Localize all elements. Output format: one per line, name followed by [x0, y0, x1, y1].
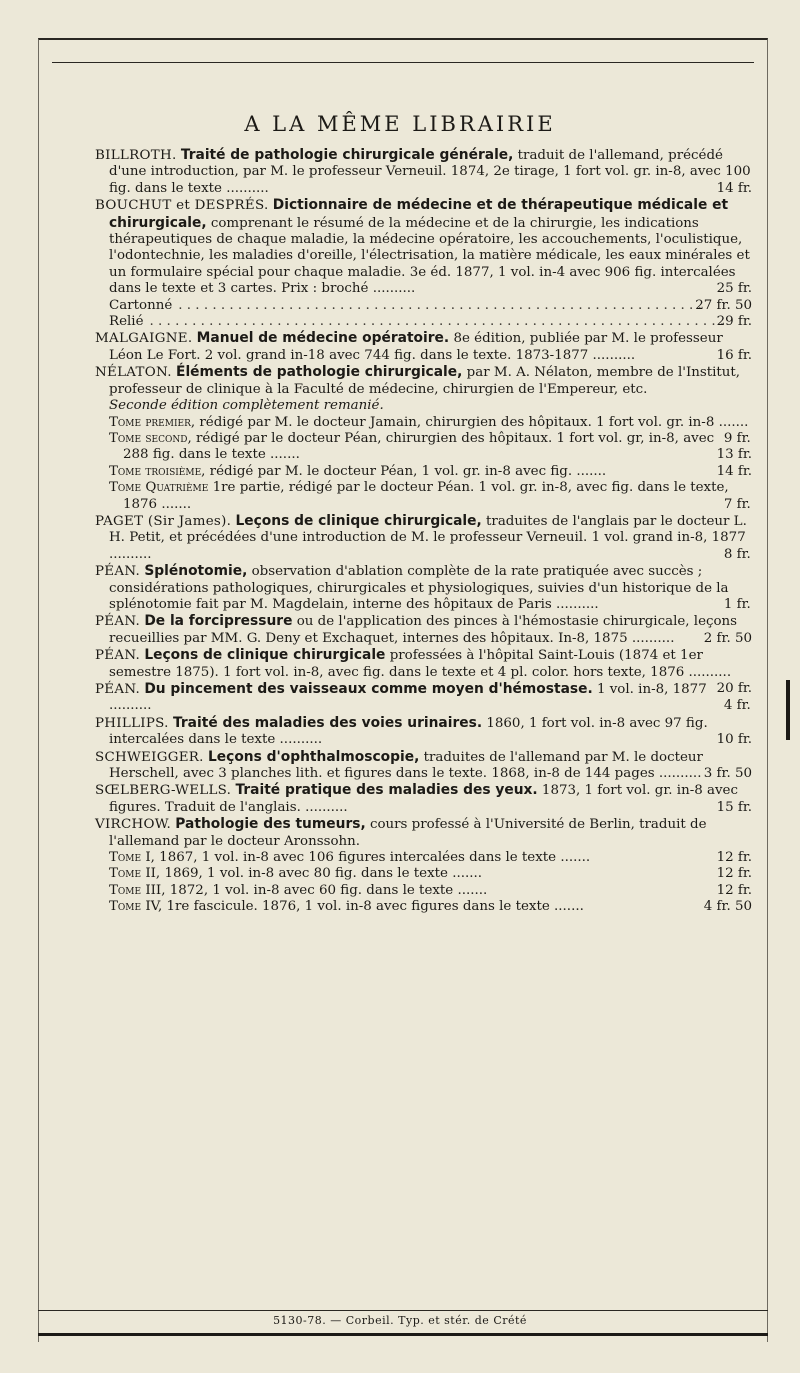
entry-description: 1873, 1 fort vol. gr. in-8 avec figures. Traduit de l'anglais. [109, 783, 738, 815]
entry-price: 14 fr. [716, 180, 752, 196]
tome-description: 1re partie, rédigé par le docteur Péan. 1 vol. gr. in-8, avec fig. dans le texte, 1876 [123, 480, 729, 512]
binding-price: 27 fr. 50 [695, 297, 752, 313]
tome-price: 4 fr. 50 [703, 899, 752, 915]
binding-label: Relié [109, 314, 144, 330]
entry-author: VIRCHOW. [95, 817, 172, 833]
tome-description: 1re fascicule. 1876, 1 vol. in-8 avec figures dans le texte [166, 899, 550, 915]
tome-item: Tome troisième, rédigé par M. le docteur Péan, 1 vol. gr. in-8 avec fig. ....... 14 fr. [109, 463, 752, 479]
entry-price: 8 fr. [723, 546, 751, 562]
binding-price: 29 fr. [716, 314, 752, 330]
entry-author: BOUCHUT et DESPRÉS. [95, 198, 269, 214]
catalogue-list [95, 147, 752, 916]
entry-description: 8e édition, publiée par M. le professeur Léon Le Fort. 2 vol. grand in-18 avec 744 fig. dans le texte. 1873-1877 [109, 331, 723, 363]
leader-dots [147, 314, 728, 330]
catalogue-entry: PÉAN. Splénotomie, observation d'ablation complète de la rate pratiquée avec succès ; considérations pathologiques, chirurgicales et physiologiques, suivies d'un historique de la splénotomie fait par M. Magdelain, interne des hôpitaux de Paris .......... 1 fr. [95, 563, 751, 612]
entry-author: PÉAN. [95, 614, 141, 630]
entry-author: PÉAN. [95, 564, 141, 580]
tome-description: 1869, 1 vol. in-8 avec 80 fig. dans le texte [164, 866, 448, 882]
catalogue-entry: PÉAN. Du pincement des vaisseaux comme moyen d'hémostase. 1 vol. in-8, 1877 .......... 4 fr. [95, 681, 751, 714]
entry-price: 4 fr. [723, 698, 751, 714]
footer-rule-bold [38, 1333, 768, 1336]
tome-head: Tome second, [109, 430, 192, 446]
tome-description: rédigé par M. le docteur Péan, 1 vol. gr. in-8 avec fig. [209, 463, 573, 479]
entry-title: Dictionnaire de médecine et de thérapeutique médicale et chirurgicale, [109, 197, 729, 231]
entry-author: PHILLIPS. [95, 715, 169, 731]
tome-price: 13 fr. [716, 447, 752, 463]
entry-price: 25 fr. [716, 281, 752, 297]
catalogue-entry [95, 364, 752, 398]
catalogue-entry: PÉAN. De la forcipressure ou de l'application des pinces à l'hémostasie chirurgicale, leçons recueillies par MM. G. Deny et Exchaquet, internes des hôpitaux. In-8, 1875 .......... 2 fr. 50 [95, 613, 752, 646]
tome-price: 12 fr. [716, 866, 752, 882]
tome-description: rédigé par le docteur Péan, chirurgien des hôpitaux. 1 fort vol. gr, in-8, avec 288 fig. dans le texte [123, 430, 715, 463]
tome-description: rédigé par M. le docteur Jamain, chirurgien des hôpitaux. 1 fort vol. gr. in-8 [199, 414, 715, 430]
catalogue-entry: BILLROTH. Traité de pathologie chirurgicale générale, traduit de l'allemand, précédé d'une introduction, par M. le professeur Verneuil. 1874, 2e tirage, 1 fort vol. gr. in-8, avec 100 fig. dans le texte .......... 14 fr. [95, 147, 752, 196]
catalogue-entry: PÉAN. Leçons de clinique chirurgicale professées à l'hôpital Saint-Louis (1874 et 1er semestre 1875). 1 fort vol. in-8, avec fig. dans le texte et 4 pl. color. hors texte, 1876 .......... 20 fr. [95, 647, 752, 696]
entry-author: BILLROTH. [95, 148, 177, 163]
entry-description: traduit de l'allemand, précédé d'une introduction, par M. le professeur Verneuil. 1874, 2e tirage, 1 fort vol. gr. in-8, avec 100 fig. dans le texte [109, 148, 751, 196]
entry-title: Du pincement des vaisseaux comme moyen d'hémostase. [144, 681, 593, 697]
leader-dots [175, 298, 706, 314]
catalogue-entry: MALGAIGNE. Manuel de médecine opératoire. 8e édition, publiée par M. le professeur Léon Le Fort. 2 vol. grand in-18 avec 744 fig. dans le texte. 1873-1877 .......... 16 fr. [95, 330, 752, 363]
binding-option [95, 298, 752, 314]
tome-head: Tome Quatrième [109, 480, 209, 496]
tome-item: Tome second, rédigé par le docteur Péan, chirurgien des hôpitaux. 1 fort vol. gr, in-8, avec 288 fig. dans le texte ....... 13 fr. [109, 430, 752, 463]
entry-title: Traité des maladies des voies urinaires. [172, 714, 483, 731]
entry-title: Traité pratique des maladies des yeux. [235, 782, 538, 799]
entry-description: 1 vol. in-8, 1877 [596, 682, 707, 697]
entry-title: Manuel de médecine opératoire. [196, 330, 450, 347]
entry-description: traduites de l'anglais par le docteur L. H. Petit, et précédées d'une introduction de M. le professeur Verneuil. 1 vol. grand in-8, 1877 [109, 513, 747, 546]
catalogue-entry: PAGET (Sir James). Leçons de clinique chirurgicale, traduites de l'anglais par le docteur L. H. Petit, et précédées d'une introduction de M. le professeur Verneuil. 1 vol. grand in-8, 1877 .......... 8 fr. [95, 512, 751, 562]
entry-description: 1860, 1 fort vol. in-8 avec 97 fig. intercalées dans le texte [109, 715, 708, 748]
entry-title: Éléments de pathologie chirurgicale, [176, 364, 463, 381]
tome-item: Tome Quatrième 1re partie, rédigé par le docteur Péan. 1 vol. gr. in-8, avec fig. dans le texte, 1876 ....... 7 fr. [109, 480, 751, 512]
tome-head: Tome premier, [109, 414, 196, 430]
tome-price: 12 fr. [716, 882, 752, 898]
catalogue-entry: SŒLBERG-WELLS. Traité pratique des maladies des yeux. 1873, 1 fort vol. gr. in-8 avec figures. Traduit de l'anglais. .......... 15 fr. [95, 782, 752, 815]
entry-author: SCHWEIGGER. [95, 749, 204, 765]
entry-title: Leçons d'ophthalmoscopie, [208, 748, 420, 765]
catalogue-entry: SCHWEIGGER. Leçons d'ophthalmoscopie, traduites de l'allemand par M. le docteur Herschell, avec 3 planches lith. et figures dans le texte. 1868, in-8 de 144 pages .......... 3 fr. 50 [95, 748, 752, 782]
entry-author: MALGAIGNE. [95, 331, 193, 347]
tome-item: Tome III, 1872, 1 vol. in-8 avec 60 fig. dans le texte ....... 12 fr. [109, 882, 752, 898]
footer-rule [38, 1310, 768, 1311]
entry-title: Leçons de clinique chirurgicale [144, 647, 386, 664]
tome-head: Tome troisième, [109, 463, 206, 479]
tome-price: 12 fr. [716, 850, 752, 866]
entry-description: par M. A. Nélaton, membre de l'Institut, professeur de clinique à la Faculté de médecine, chirurgien de l'Empereur, etc. [109, 365, 741, 397]
tome-item: Tome II, 1869, 1 vol. in-8 avec 80 fig. dans le texte ....... 12 fr. [109, 866, 752, 882]
tome-price: 9 fr. [723, 430, 751, 446]
tome-price: 7 fr. [723, 496, 751, 512]
entry-price: 16 fr. [716, 347, 752, 363]
printer-imprint: 5130-78. — Corbeil. Typ. et stér. de Crété [273, 1314, 527, 1327]
entry-author: PAGET (Sir James). [95, 513, 232, 529]
entry-author: PÉAN. [95, 682, 141, 697]
entry-description: traduites de l'allemand par M. le docteur Herschell, avec 3 planches lith. et figures dans le texte. 1868, in-8 de 144 pages [109, 749, 703, 782]
entry-price: 1 fr. [723, 596, 751, 612]
tome-head: Tome I, [109, 850, 155, 866]
tome-description: 1872, 1 vol. in-8 avec 60 fig. dans le texte [169, 882, 454, 898]
entry-price: 2 fr. 50 [703, 630, 752, 646]
entry-title: Traité de pathologie chirurgicale générale, [180, 147, 514, 163]
tome-head: Tome III, [109, 882, 166, 898]
entry-price: 10 fr. [716, 732, 752, 748]
entry-price: 15 fr. [716, 799, 752, 815]
entry-price: 20 fr. [716, 681, 752, 696]
catalogue-entry: BOUCHUT et DESPRÉS. Dictionnaire de médecine et de thérapeutique médicale et chirurgicale, comprenant le résumé de la médecine et de la chirurgie, les indications thérapeutiques de chaque maladie, la médecine opératoire, les accouchements, l'oculistique, l'odontechnie, les maladies d'oreille, l'électrisation, la matière médicale, les eaux minérales et un formulaire spécial pour chaque maladie. 3e éd. 1877, 1 vol. in-4 avec 906 fig. intercalées dans le texte et 3 cartes. Prix : broché .......... 25 fr. [95, 197, 752, 297]
catalogue-entry: PHILLIPS. Traité des maladies des voies urinaires. 1860, 1 fort vol. in-8 avec 97 fig. intercalées dans le texte .......... 10 fr. [95, 714, 752, 748]
tome-item: Tome premier, rédigé par M. le docteur Jamain, chirurgien des hôpitaux. 1 fort vol. gr. in-8 ....... 9 fr. [109, 414, 751, 446]
entry-description: comprenant le résumé de la médecine et de la chirurgie, les indications thérapeutiques de chaque maladie, la médecine opératoire, les accouchements, l'oculistique, l'odontechnie, les maladies d'oreille, l'électrisation, la matière médicale, les eaux minérales et un formulaire spécial pour chaque maladie. 3e éd. 1877, 1 vol. in-4 avec 906 fig. intercalées dans le texte et 3 cartes. Prix : broché [109, 215, 750, 297]
tome-price: 14 fr. [716, 463, 752, 479]
edition-note: Seconde édition complètement remanié. [109, 398, 384, 414]
page-title: A LA MÊME LIBRAIRIE [244, 112, 556, 137]
entry-author: NÉLATON. [95, 365, 172, 381]
entry-title: De la forcipressure [144, 613, 293, 630]
entry-description: professées à l'hôpital Saint-Louis (1874 et 1er semestre 1875). 1 fort vol. in-8, avec fig. dans le texte et 4 pl. color. hors texte, 1876 [109, 648, 703, 680]
entry-description: observation d'ablation complète de la rate pratiquée avec succès ; considérations pathologiques, chirurgicales et physiologiques, suivies d'un historique de la splénotomie fait par M. Magdelain, interne des hôpitaux de Paris [109, 564, 729, 612]
entry-description: ou de l'application des pinces à l'hémostasie chirurgicale, leçons recueillies par MM. G. Deny et Exchaquet, internes des hôpitaux. In-8, 1875 [109, 614, 738, 646]
catalogue-entry [95, 816, 752, 850]
tome-description: 1867, 1 vol. in-8 avec 106 figures intercalées dans le texte [159, 850, 557, 866]
entry-author: SŒLBERG-WELLS. [95, 783, 232, 799]
entry-author: PÉAN. [95, 648, 141, 664]
edge-mark [786, 680, 790, 740]
tome-item: Tome I, 1867, 1 vol. in-8 avec 106 figures intercalées dans le texte ....... 12 fr. [109, 850, 752, 866]
entry-title: Leçons de clinique chirurgicale, [235, 512, 482, 529]
binding-option [95, 314, 752, 330]
entry-title: Pathologie des tumeurs, [175, 816, 366, 833]
tome-head: Tome II, [109, 866, 161, 882]
binding-label: Cartonné [109, 297, 173, 313]
entry-description: cours professé à l'Université de Berlin, traduit de l'allemand par le docteur Aronssohn. [109, 817, 707, 849]
entry-price: 3 fr. 50 [703, 766, 752, 782]
tome-head: Tome IV, [109, 899, 163, 915]
tome-item: Tome IV, 1re fascicule. 1876, 1 vol. in-8 avec figures dans le texte ....... 4 fr. 50 [109, 899, 752, 915]
entry-title: Splénotomie, [144, 563, 248, 580]
